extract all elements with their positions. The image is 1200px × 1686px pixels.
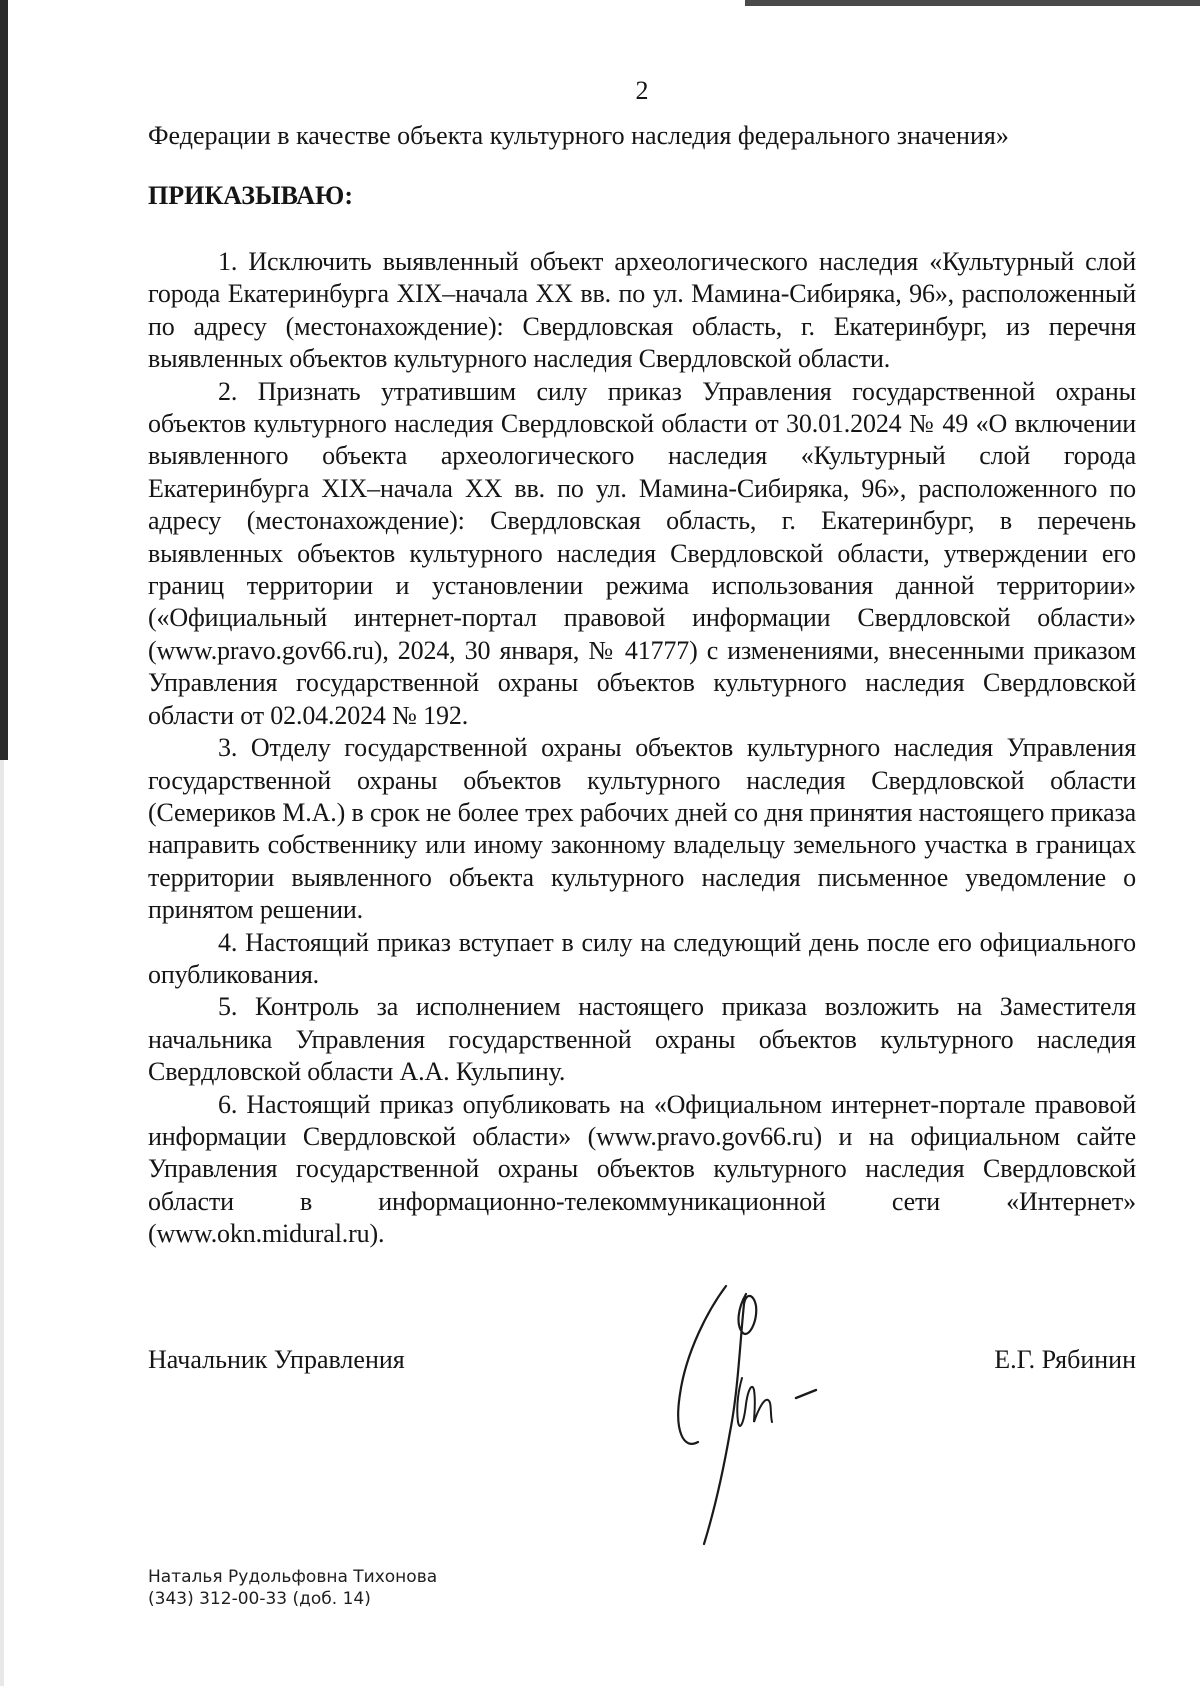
scan-edge-top [745, 0, 1200, 6]
contact-name: Наталья Рудольфовна Тихонова [148, 1567, 438, 1587]
order-item-5: 5. Контроль за исполнением настоящего приказа возложить на Заместителя начальника Управления государственной охраны объектов культурного наследия Свердловской области А.А. Кульпину. [148, 992, 1136, 1087]
signature-block [148, 1344, 1136, 1384]
scan-edge-left-faint [0, 760, 4, 1686]
signatory-title: Начальник Управления [148, 1345, 405, 1374]
contact-phone: (343) 312-00-33 (доб. 14) [148, 1589, 371, 1609]
scan-edge-left [0, 0, 8, 760]
order-item-6: 6. Настоящий приказ опубликовать на «Официальном интернет-портале правовой информации Свердловской области» (www.pravo.gov66.ru) и на официальном сайте Управления государственной охраны объектов культурного наследия Свердловской области в информационно-телекоммуникационной сети «Интернет» (www.okn.midural.ru). [148, 1089, 1136, 1249]
page-number: 2 [635, 76, 649, 105]
order-heading: ПРИКАЗЫВАЮ: [148, 181, 353, 210]
intro-line: Федерации в качестве объекта культурного наследия федерального значения» [148, 121, 1009, 150]
order-item-1: 1. Исключить выявленный объект археологического наследия «Культурный слой города Екатеринбурга XIX–начала XX вв. по ул. Мамина-Сибиряка, 96», расположенный по адресу (местонахождение): Свердловская область, г. Екатеринбург, из перечня выявленных объектов культурного наследия Свердловской области. [148, 247, 1136, 374]
order-item-4: 4. Настоящий приказ вступает в силу на следующий день после его официального опубликования. [148, 927, 1136, 989]
handwritten-signature [668, 1282, 858, 1552]
order-item-2: 2. Признать утратившим силу приказ Управления государственной охраны объектов культурного наследия Свердловской области от 30.01.2024 № 49 «О включении выявленного объекта археологического наследия «Культурный слой города Екатеринбурга XIX–начала XX вв. по ул. Мамина-Сибиряка, 96», расположенного по адресу (местонахождение): Свердловская область, г. Екатеринбург, в перечень выявленных объектов культурного наследия Свердловской области, утверждении его границ территории и установлении режима использования данной территории» («Официальный интернет-портал правовой информации Свердловской области» (www.pravo.gov66.ru), 2024, 30 января, № 41777) с изменениями, внесенными приказом Управления государственной охраны объектов культурного наследия Свердловской области от 02.04.2024 № 192. [148, 376, 1136, 730]
order-item-3: 3. Отделу государственной охраны объектов культурного наследия Управления государственной охраны объектов культурного наследия Свердловской области (Семериков М.А.) в срок не более трех рабочих дней со дня принятия настоящего приказа направить собственнику или иному законному владельцу земельного участка в границах территории выявленного объекта культурного наследия письменное уведомление о принятом решении. [148, 733, 1136, 925]
signatory-name: Е.Г. Рябинин [994, 1345, 1136, 1374]
order-body [148, 246, 1136, 1251]
contact-block [148, 1566, 437, 1610]
